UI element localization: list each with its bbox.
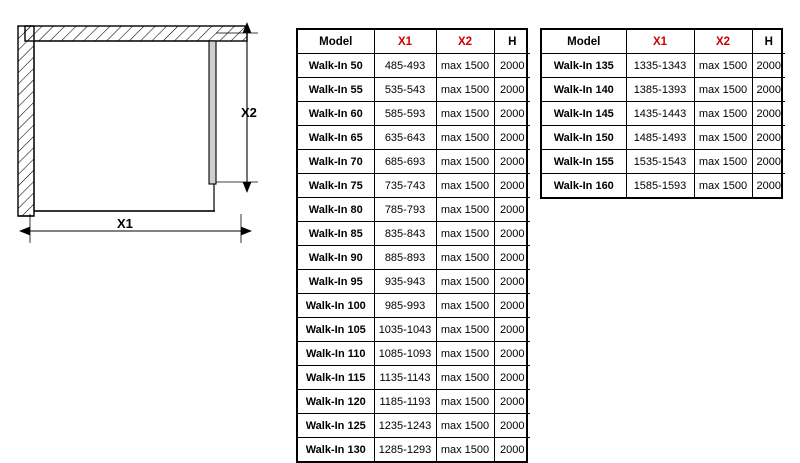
cell-x1: 1035-1043 xyxy=(374,318,436,342)
cell-x2: max 1500 xyxy=(436,270,494,294)
wall-hatched xyxy=(18,26,34,216)
table-row xyxy=(298,198,530,222)
table-row xyxy=(298,294,530,318)
cell-x1: 985-993 xyxy=(374,294,436,318)
cell-x2: max 1500 xyxy=(436,78,494,102)
cell-model: Walk-In 60 xyxy=(298,102,374,126)
cell-model: Walk-In 145 xyxy=(542,102,626,126)
cell-model: Walk-In 135 xyxy=(542,54,626,78)
cell-h: 2000 xyxy=(494,342,530,366)
cell-h: 2000 xyxy=(494,414,530,438)
cell-x1: 1385-1393 xyxy=(626,78,694,102)
cell-x2: max 1500 xyxy=(694,126,752,150)
table-row xyxy=(298,342,530,366)
cell-h: 2000 xyxy=(752,174,785,198)
cell-x1: 685-693 xyxy=(374,150,436,174)
cell-x2: max 1500 xyxy=(694,150,752,174)
table-row xyxy=(298,54,530,78)
cell-h: 2000 xyxy=(752,150,785,174)
header-x2: X2 xyxy=(436,30,494,54)
cell-h: 2000 xyxy=(752,102,785,126)
table-row xyxy=(298,126,530,150)
top-support-bar xyxy=(25,26,247,41)
table-row xyxy=(298,438,530,462)
cell-x1: 1235-1243 xyxy=(374,414,436,438)
cell-x2: max 1500 xyxy=(694,174,752,198)
dimension-label-x1: X1 xyxy=(117,216,133,231)
table-row xyxy=(298,78,530,102)
cell-h: 2000 xyxy=(494,102,530,126)
cell-x1: 485-493 xyxy=(374,54,436,78)
cell-x1: 835-843 xyxy=(374,222,436,246)
header-model: Model xyxy=(298,30,374,54)
spec-table-secondary xyxy=(540,28,783,199)
cell-x1: 1285-1293 xyxy=(374,438,436,462)
cell-x2: max 1500 xyxy=(436,246,494,270)
header-h: H xyxy=(494,30,530,54)
cell-x2: max 1500 xyxy=(436,366,494,390)
table-row xyxy=(542,150,785,174)
header-x1: X1 xyxy=(626,30,694,54)
cell-model: Walk-In 95 xyxy=(298,270,374,294)
table-header-row xyxy=(542,30,785,54)
cell-h: 2000 xyxy=(494,294,530,318)
header-x1: X1 xyxy=(374,30,436,54)
cell-h: 2000 xyxy=(494,438,530,462)
cell-h: 2000 xyxy=(494,150,530,174)
spec-table-main-grid xyxy=(298,30,530,461)
table-row xyxy=(298,222,530,246)
cell-model: Walk-In 125 xyxy=(298,414,374,438)
cell-x1: 785-793 xyxy=(374,198,436,222)
cell-model: Walk-In 65 xyxy=(298,126,374,150)
cell-x1: 635-643 xyxy=(374,126,436,150)
cell-model: Walk-In 85 xyxy=(298,222,374,246)
cell-x2: max 1500 xyxy=(436,294,494,318)
cell-x1: 1085-1093 xyxy=(374,342,436,366)
cell-x2: max 1500 xyxy=(694,102,752,126)
cell-model: Walk-In 155 xyxy=(542,150,626,174)
cell-model: Walk-In 150 xyxy=(542,126,626,150)
cell-model: Walk-In 120 xyxy=(298,390,374,414)
cell-x1: 585-593 xyxy=(374,102,436,126)
cell-h: 2000 xyxy=(494,270,530,294)
cell-h: 2000 xyxy=(494,174,530,198)
cell-x2: max 1500 xyxy=(694,54,752,78)
dimension-x1 xyxy=(30,214,241,243)
header-h: H xyxy=(752,30,785,54)
cell-h: 2000 xyxy=(752,54,785,78)
cell-model: Walk-In 75 xyxy=(298,174,374,198)
cell-h: 2000 xyxy=(494,54,530,78)
table-row xyxy=(542,54,785,78)
cell-h: 2000 xyxy=(494,390,530,414)
table-row xyxy=(542,126,785,150)
cell-h: 2000 xyxy=(494,78,530,102)
cell-model: Walk-In 55 xyxy=(298,78,374,102)
table-row xyxy=(298,270,530,294)
table-row xyxy=(298,174,530,198)
cell-h: 2000 xyxy=(494,366,530,390)
cell-x1: 935-943 xyxy=(374,270,436,294)
table-row xyxy=(298,366,530,390)
cell-model: Walk-In 110 xyxy=(298,342,374,366)
cell-x1: 1535-1543 xyxy=(626,150,694,174)
cell-x1: 1485-1493 xyxy=(626,126,694,150)
cell-x2: max 1500 xyxy=(436,390,494,414)
cell-h: 2000 xyxy=(494,222,530,246)
header-model: Model xyxy=(542,30,626,54)
cell-x2: max 1500 xyxy=(436,174,494,198)
drawing-svg xyxy=(0,0,290,439)
spec-table-main xyxy=(296,28,528,463)
cell-x2: max 1500 xyxy=(436,414,494,438)
cell-model: Walk-In 80 xyxy=(298,198,374,222)
cell-model: Walk-In 70 xyxy=(298,150,374,174)
cell-x2: max 1500 xyxy=(436,342,494,366)
cell-model: Walk-In 100 xyxy=(298,294,374,318)
cell-model: Walk-In 90 xyxy=(298,246,374,270)
table-row xyxy=(298,246,530,270)
cell-x1: 1185-1193 xyxy=(374,390,436,414)
dimension-label-x2: X2 xyxy=(241,105,257,120)
cell-x1: 535-543 xyxy=(374,78,436,102)
cell-x1: 1585-1593 xyxy=(626,174,694,198)
cell-x2: max 1500 xyxy=(436,54,494,78)
cell-x1: 735-743 xyxy=(374,174,436,198)
cell-x1: 1335-1343 xyxy=(626,54,694,78)
cell-h: 2000 xyxy=(752,78,785,102)
glass-panel xyxy=(34,41,215,211)
cell-x2: max 1500 xyxy=(436,198,494,222)
cell-model: Walk-In 115 xyxy=(298,366,374,390)
stabiliser-bar xyxy=(209,41,216,184)
spec-table-secondary-grid xyxy=(542,30,785,197)
cell-h: 2000 xyxy=(494,318,530,342)
cell-model: Walk-In 160 xyxy=(542,174,626,198)
technical-drawing xyxy=(0,0,290,439)
table-row xyxy=(298,150,530,174)
cell-x2: max 1500 xyxy=(436,102,494,126)
table-row xyxy=(542,174,785,198)
cell-x2: max 1500 xyxy=(436,318,494,342)
table-header-row xyxy=(298,30,530,54)
cell-x1: 885-893 xyxy=(374,246,436,270)
cell-x2: max 1500 xyxy=(694,78,752,102)
cell-h: 2000 xyxy=(494,246,530,270)
table-row xyxy=(542,102,785,126)
cell-x2: max 1500 xyxy=(436,438,494,462)
cell-x2: max 1500 xyxy=(436,222,494,246)
cell-model: Walk-In 130 xyxy=(298,438,374,462)
table-row xyxy=(298,318,530,342)
cell-model: Walk-In 105 xyxy=(298,318,374,342)
cell-x2: max 1500 xyxy=(436,150,494,174)
cell-model: Walk-In 50 xyxy=(298,54,374,78)
cell-model: Walk-In 140 xyxy=(542,78,626,102)
table-row xyxy=(298,390,530,414)
table-row xyxy=(298,102,530,126)
cell-x2: max 1500 xyxy=(436,126,494,150)
cell-h: 2000 xyxy=(494,126,530,150)
cell-x1: 1135-1143 xyxy=(374,366,436,390)
header-x2: X2 xyxy=(694,30,752,54)
cell-x1: 1435-1443 xyxy=(626,102,694,126)
cell-h: 2000 xyxy=(752,126,785,150)
table-row xyxy=(298,414,530,438)
cell-h: 2000 xyxy=(494,198,530,222)
table-row xyxy=(542,78,785,102)
